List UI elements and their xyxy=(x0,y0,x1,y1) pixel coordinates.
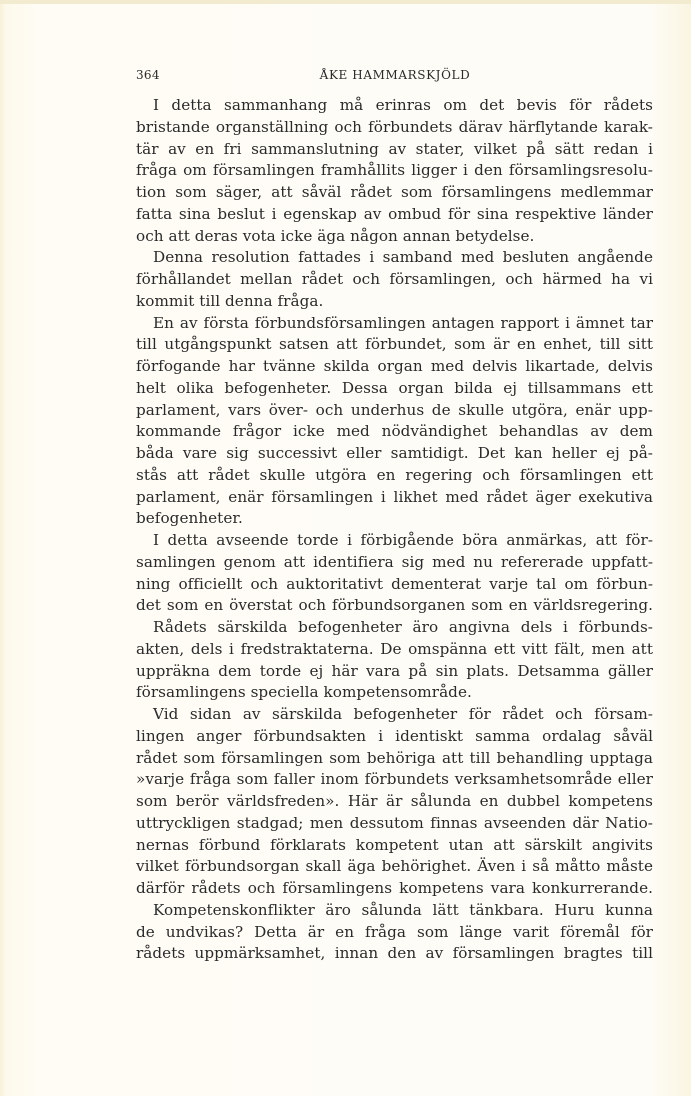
text-line: rådets uppmärksamhet, innan den av församlingen bragtes till xyxy=(136,944,653,963)
text-line: I detta avseende torde i förbigående böra anmärkas, att för- xyxy=(153,531,653,549)
text-line: Rådets särskilda befogenheter äro angivna dels i förbunds- xyxy=(153,618,653,636)
text-line: församlingens speciella kompetensområde. xyxy=(136,683,472,702)
page-edge xyxy=(0,0,691,4)
text-line: och att deras vota icke äga någon annan betydelse. xyxy=(136,226,535,245)
text-line: lingen anger förbundsakten i identiskt samma ordalag såväl xyxy=(136,726,653,745)
running-title: ÅKE HAMMARSKJÖLD xyxy=(319,68,471,82)
text-line: »varje fråga som faller inom förbundets verksamhetsområde eller xyxy=(136,770,653,789)
text-line: kommande frågor icke med nödvändighet behandlas av dem xyxy=(136,422,653,441)
text-line: akten, dels i fredstraktaterna. De omspänna ett vitt fält, men att xyxy=(136,639,653,658)
text-line: tion som säger, att såväl rådet som församlingens medlemmar xyxy=(136,183,653,201)
text-line: fråga om församlingen framhållits ligger i den församlingsresolu- xyxy=(136,161,653,180)
text-line: ning officiellt och auktoritativt dementerat varje tal om förbun- xyxy=(136,574,653,593)
text-line: Denna resolution fattades i samband med besluten angående xyxy=(153,248,653,267)
text-line: uttryckligen stadgad; men dessutom finnas avseenden där Natio- xyxy=(136,813,653,832)
text-line: till utgångspunkt satsen att förbundet, som är en enhet, till sitt xyxy=(136,335,653,354)
text-line: parlament, vars över- och underhus de skulle utgöra, enär upp- xyxy=(136,400,653,419)
text-line: tär av en fri sammanslutning av stater, vilket på sätt redan i xyxy=(136,139,653,158)
text-line: därför rådets och församlingens kompetens vara konkurrerande. xyxy=(136,879,653,897)
text-line: En av första förbundsförsamlingen antagen rapport i ämnet tar xyxy=(153,313,653,332)
text-line: de undvikas? Detta är en fråga som länge varit föremål för xyxy=(136,922,653,941)
text-line: uppräkna dem torde ej här vara på sin plats. Detsamma gäller xyxy=(136,661,653,680)
running-head xyxy=(136,68,654,86)
text-line: det som en överstat och förbundsorganen som en världsregering. xyxy=(136,596,653,615)
text-line: samlingen genom att identifiera sig med nu refererade uppfatt- xyxy=(136,552,653,571)
text-line: vilket förbundsorgan skall äga behörighet. Även i så måtto måste xyxy=(136,857,653,876)
text-line: kommit till denna fråga. xyxy=(136,291,324,310)
text-line: helt olika befogenheter. Dessa organ bilda ej tillsammans ett xyxy=(136,378,653,397)
text-line: förfogande har tvänne skilda organ med delvis likartade, delvis xyxy=(136,357,653,375)
text-line: rådet som församlingen som behöriga att till behandling upptaga xyxy=(136,748,653,767)
text-line: nernas förbund förklarats kompetent utan att särskilt angivits xyxy=(136,835,653,854)
text-line: Kompetenskonflikter äro sålunda lätt tänkbara. Huru kunna xyxy=(153,900,653,919)
text-line: fatta sina beslut i egenskap av ombud för sina respektive länder xyxy=(136,204,653,223)
text-line: båda vare sig successivt eller samtidigt. Det kan heller ej på- xyxy=(136,444,653,462)
text-line: parlament, enär församlingen i likhet med rådet äger exekutiva xyxy=(136,487,653,506)
text-line: som berör världsfreden». Här är sålunda en dubbel kompetens xyxy=(136,792,653,810)
text-line: förhållandet mellan rådet och församlingen, och härmed ha vi xyxy=(136,270,653,288)
text-line: I detta sammanhang må erinras om det bevis för rådets xyxy=(153,96,653,114)
text-line: stås att rådet skulle utgöra en regering och församlingen ett xyxy=(136,465,653,484)
text-line: bristande organställning och förbundets därav härflytande karak- xyxy=(136,117,653,136)
body-text xyxy=(136,95,653,965)
text-line: Vid sidan av särskilda befogenheter för rådet och försam- xyxy=(153,705,653,723)
page-number: 364 xyxy=(136,68,160,82)
text-line: befogenheter. xyxy=(136,509,243,528)
